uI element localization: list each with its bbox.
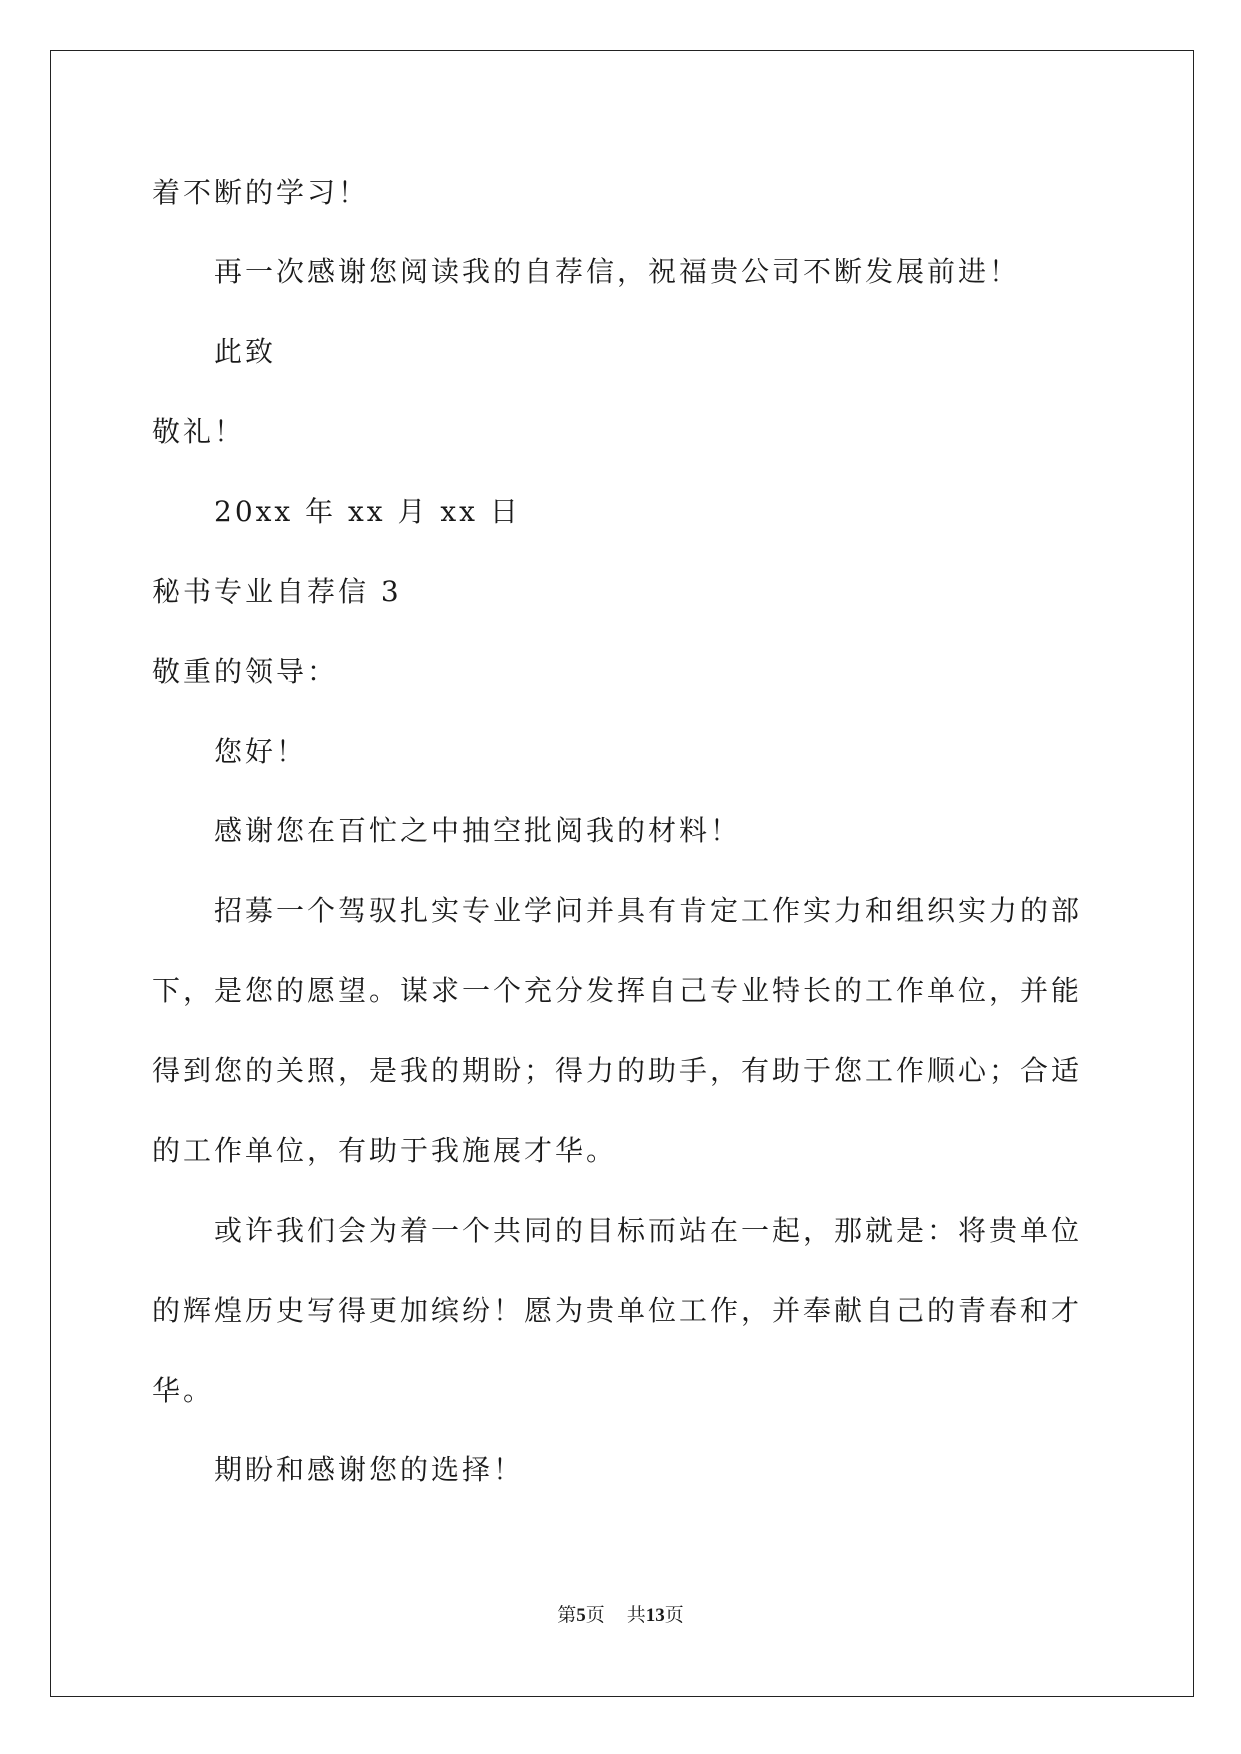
page-footer [0, 1604, 1241, 1628]
section-title: 秘书专业自荐信 3 [152, 575, 402, 608]
salutation-closing: 此致 [214, 335, 277, 368]
page-number: 5 [576, 1605, 586, 1626]
salutation-regards: 敬礼！ [152, 415, 246, 448]
paragraph-line: 华。 [152, 1374, 215, 1407]
greeting: 您好！ [214, 735, 308, 768]
total-suffix: 页 [664, 1605, 684, 1626]
greeting-recipient: 敬重的领导： [152, 655, 339, 688]
page-prefix: 第 [557, 1605, 577, 1626]
paragraph-line: 得到您的关照，是我的期盼；得力的助手，有助于您工作顺心；合适 [152, 1054, 1083, 1087]
page-suffix: 页 [585, 1605, 605, 1626]
paragraph-line: 的辉煌历史写得更加缤纷！愿为贵单位工作，并奉献自己的青春和才 [152, 1294, 1083, 1327]
paragraph-line: 感谢您在百忙之中抽空批阅我的材料！ [214, 814, 742, 847]
paragraph-line: 或许我们会为着一个共同的目标而站在一起，那就是：将贵单位 [214, 1214, 1083, 1247]
paragraph-line: 期盼和感谢您的选择！ [214, 1453, 525, 1486]
paragraph-line: 的工作单位，有助于我施展才华。 [152, 1134, 618, 1167]
paragraph-line: 再一次感谢您阅读我的自荐信，祝福贵公司不断发展前进！ [214, 255, 1021, 288]
total-pages: 13 [645, 1605, 665, 1626]
total-prefix: 共 [626, 1605, 646, 1626]
paragraph-line: 下，是您的愿望。谋求一个充分发挥自己专业特长的工作单位，并能 [152, 974, 1083, 1007]
paragraph-line: 着不断的学习！ [152, 176, 370, 209]
letter-date: 20xx 年 xx 月 xx 日 [214, 495, 521, 528]
page-border [50, 50, 1194, 1697]
paragraph-line: 招募一个驾驭扎实专业学问并具有肯定工作实力和组织实力的部 [214, 894, 1083, 927]
